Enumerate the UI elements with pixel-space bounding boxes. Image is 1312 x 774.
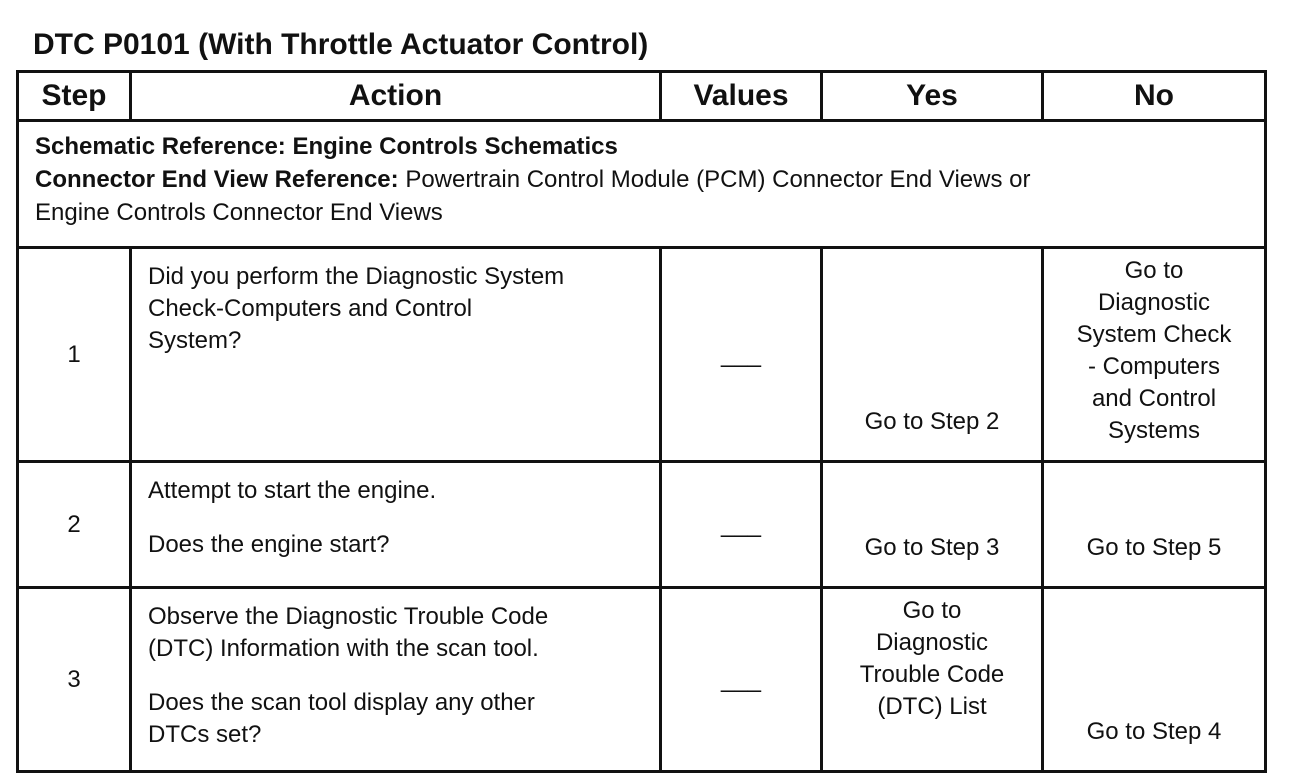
- schematic-reference: Schematic Reference: Engine Controls Schematics: [35, 133, 618, 160]
- step-number: 1: [18, 248, 131, 462]
- action-text: Did you perform the Diagnostic System Check-Computers and Control System?: [148, 263, 565, 354]
- no-cell: [1043, 248, 1266, 462]
- header-row: [18, 72, 1266, 121]
- no-cell: [1043, 588, 1266, 772]
- yes-text: Go to Diagnostic Trouble Code (DTC) List: [859, 597, 1005, 720]
- reference-cell: [18, 121, 1266, 248]
- document-title: DTC P0101 (With Throttle Actuator Control): [33, 28, 649, 61]
- column-header-values: Values: [661, 72, 822, 121]
- reference-row: [18, 121, 1266, 248]
- connector-reference-text: Powertrain Control Module (PCM) Connector End Views or: [405, 166, 1031, 193]
- connector-reference-text-2: Engine Controls Connector End Views: [35, 199, 443, 226]
- no-text: Go to Diagnostic System Check - Computers and Control Systems: [1076, 257, 1232, 444]
- action-cell: [131, 462, 661, 588]
- action-text: Observe the Diagnostic Trouble Code (DTC) Information with the scan tool.: [148, 603, 549, 662]
- column-header-yes: Yes: [822, 72, 1043, 121]
- yes-cell: [822, 248, 1043, 462]
- no-text: Go to Step 5: [1086, 534, 1222, 561]
- no-text: Go to Step 4: [1086, 718, 1222, 745]
- yes-cell: [822, 588, 1043, 772]
- values-cell: ___: [661, 462, 822, 588]
- action-text: Attempt to start the engine.: [148, 477, 437, 504]
- column-header-no: No: [1043, 72, 1266, 121]
- action-question: Does the engine start?: [148, 531, 390, 558]
- column-header-action: Action: [131, 72, 661, 121]
- connector-reference: [35, 163, 1248, 196]
- yes-cell: [822, 462, 1043, 588]
- yes-text: Go to Step 3: [864, 534, 1000, 561]
- table-row: [18, 462, 1266, 588]
- yes-text: Go to Step 2: [864, 408, 1000, 435]
- table-row: [18, 248, 1266, 462]
- no-cell: [1043, 462, 1266, 588]
- values-cell: ___: [661, 588, 822, 772]
- action-cell: [131, 588, 661, 772]
- connector-reference-label: Connector End View Reference:: [35, 166, 399, 193]
- step-number: 3: [18, 588, 131, 772]
- step-number: 2: [18, 462, 131, 588]
- diagnostic-table: [16, 70, 1267, 773]
- action-cell: [131, 248, 661, 462]
- column-header-step: Step: [18, 72, 131, 121]
- values-cell: ___: [661, 248, 822, 462]
- action-question: Does the scan tool display any other DTCs set?: [148, 689, 535, 748]
- table-row: [18, 588, 1266, 772]
